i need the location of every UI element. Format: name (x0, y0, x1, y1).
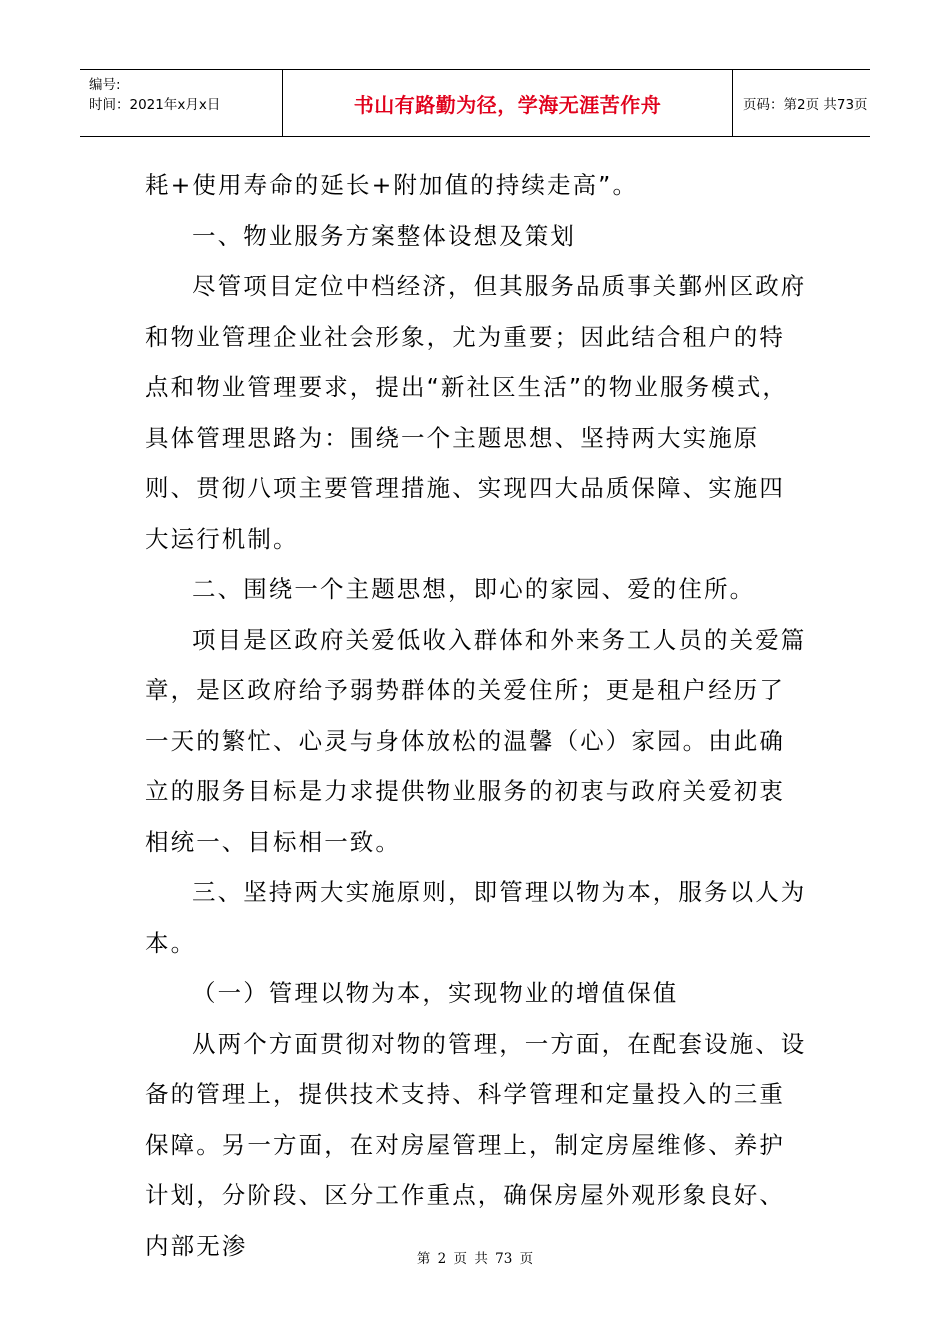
document-header (80, 69, 870, 137)
header-page-cell (733, 70, 870, 136)
header-motto: 书山有路勤为径，学海无涯苦作舟 (353, 92, 662, 117)
header-page-number: 页码：第2页 共73页 (743, 97, 868, 113)
header-motto-cell (283, 70, 733, 136)
section-heading: 三、坚持两大实施原则，即管理以物为本，服务以人为本。 (145, 878, 807, 957)
subsection-heading: （一）管理以物为本，实现物业的增值保值 (192, 979, 679, 1007)
document-number-label: 编号: (89, 77, 121, 93)
header-meta-cell (80, 70, 283, 136)
section-heading: 二、围绕一个主题思想，即心的家园、爱的住所。 (192, 575, 756, 603)
body-paragraph: 尽管项目定位中档经济，但其服务品质事关鄞州区政府和物业管理企业社会形象，尤为重要；因此结合租户的特点和物业管理要求，提出“新社区生活”的物业服务模式，具体管理思路为：围绕一个主题思想、坚持两大实施原则、贯彻八项主要管理措施、实现四大品质保障、实施四大运行机制。 (145, 272, 807, 553)
page-footer: 第 2 页 共 73 页 (416, 1251, 534, 1267)
body-paragraph: 项目是区政府关爱低收入群体和外来务工人员的关爱篇章，是区政府给予弱势群体的关爱住所；更是租户经历了一天的繁忙、心灵与身体放松的温馨（心）家园。由此确立的服务目标是力求提供物业服务的初衷与政府关爱初衷相统一、目标相一致。 (145, 625, 807, 856)
document-time-label: 时间：2021年x月x日 (89, 97, 221, 113)
body-paragraph: 从两个方面贯彻对物的管理，一方面，在配套设施、设备的管理上，提供技术支持、科学管理和定量投入的三重保障。另一方面，在对房屋管理上，制定房屋维修、养护计划，分阶段、区分工作重点，确保房屋外观形象良好、内部无渗 (145, 1029, 807, 1260)
body-paragraph: 耗+使用寿命的延长+附加值的持续走高”。 (145, 171, 639, 199)
section-heading: 一、物业服务方案整体设想及策划 (192, 221, 576, 250)
document-body (145, 160, 810, 1271)
